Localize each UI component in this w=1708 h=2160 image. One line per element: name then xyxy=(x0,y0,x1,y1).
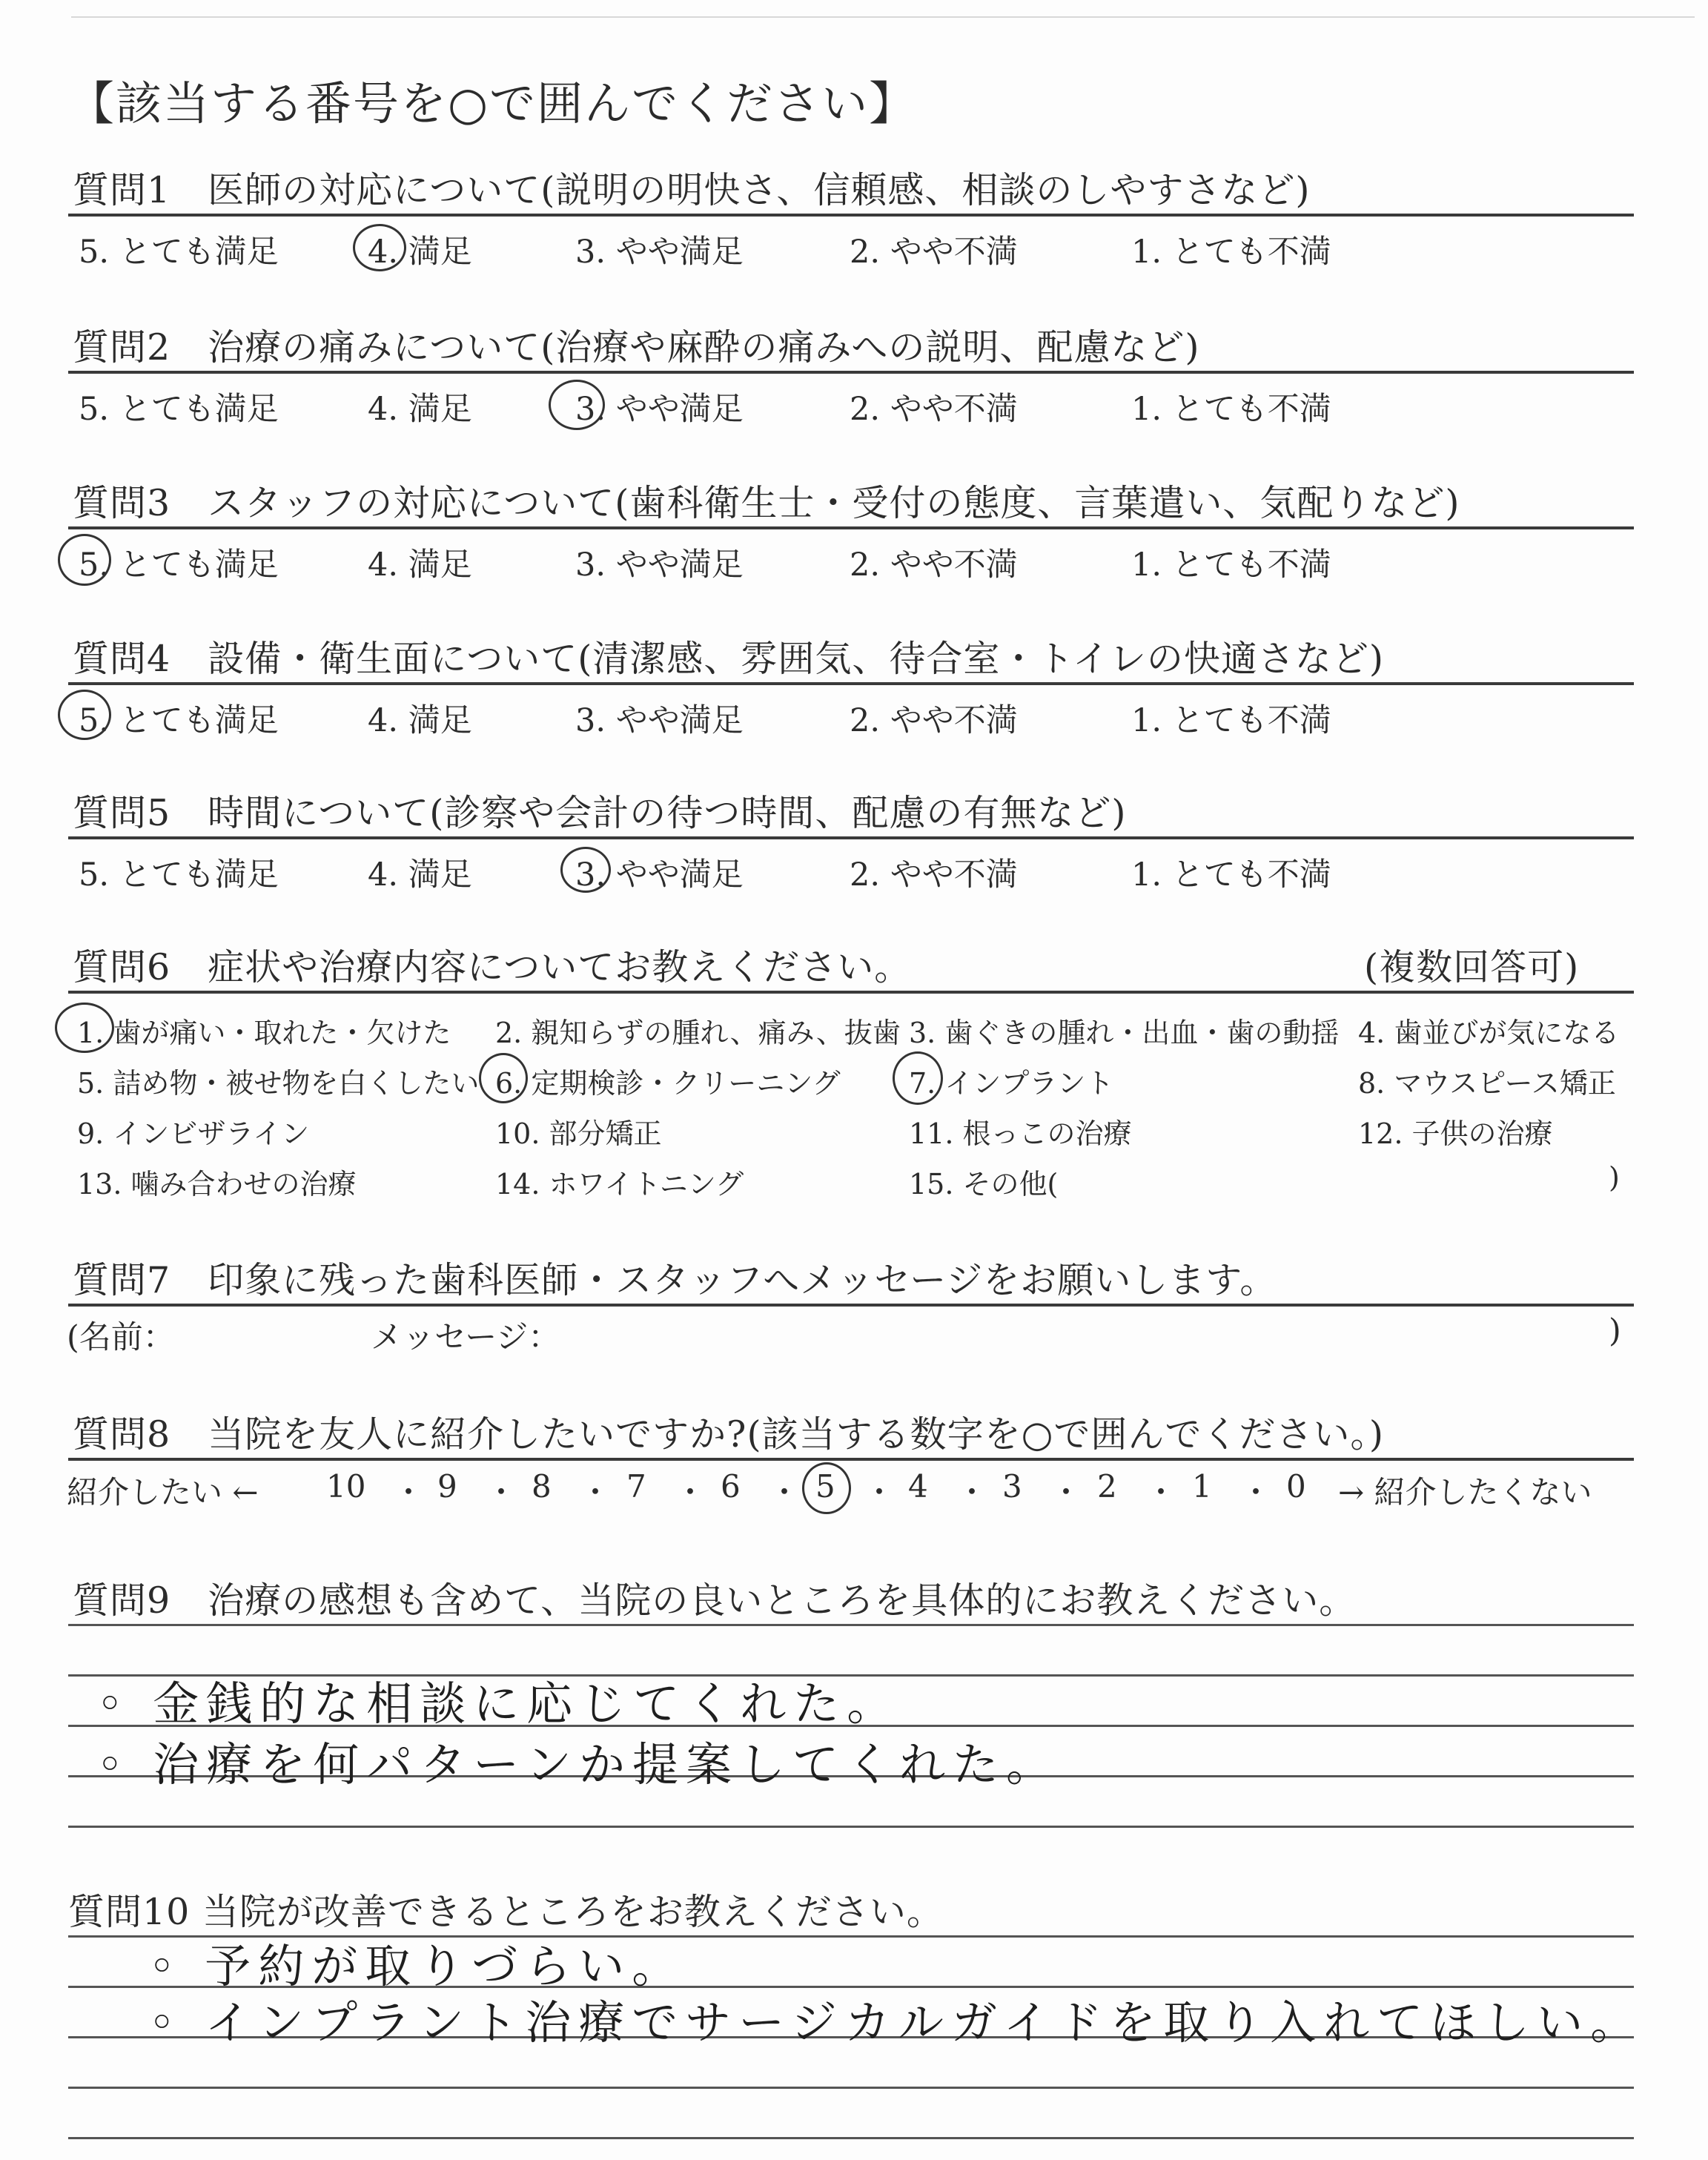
q6-option-1[interactable]: 1. 歯が痛い・取れた・欠けた xyxy=(77,1017,451,1049)
q4-option-5[interactable]: 5. とても満足 xyxy=(79,702,279,739)
q5-option-4[interactable]: 4. 満足 xyxy=(368,856,472,894)
q2-rule xyxy=(68,371,1634,374)
q7-rule xyxy=(68,1304,1634,1307)
q2-option-5[interactable]: 5. とても満足 xyxy=(79,391,279,428)
q1-option-2[interactable]: 2. やや不満 xyxy=(850,234,1018,271)
q6-option-4[interactable]: 4. 歯並びが気になる xyxy=(1358,1017,1620,1049)
q7-title: 質問7 印象に残った歯科医師・スタッフへメッセージをお願いします。 xyxy=(73,1259,1277,1301)
q8-scale-6[interactable]: 6 xyxy=(721,1468,741,1505)
q8-sep: ・ xyxy=(864,1474,896,1510)
q8-sep: ・ xyxy=(580,1474,612,1510)
q6-selected-circle-7 xyxy=(893,1051,943,1105)
q1-title: 質問1 医師の対応について(説明の明快さ、信頼感、相談のしやすさなど) xyxy=(73,169,1311,211)
q3-option-4[interactable]: 4. 満足 xyxy=(368,546,472,584)
q3-option-2[interactable]: 2. やや不満 xyxy=(850,546,1018,584)
q4-option-3[interactable]: 3. やや満足 xyxy=(575,702,744,739)
q7-name-label: (名前： xyxy=(67,1319,175,1356)
q5-title: 質問5 時間について(診察や会計の待つ時間、配慮の有無など) xyxy=(73,792,1127,834)
q8-title: 質問8 当院を友人に紹介したいですか?(該当する数字を○で囲んでください。) xyxy=(73,1413,1384,1456)
q7-message-field[interactable] xyxy=(563,1309,1594,1353)
q6-rule xyxy=(68,991,1634,994)
q4-selected-circle xyxy=(58,690,111,740)
q8-left-label: 紹介したい ← xyxy=(67,1474,259,1510)
q4-option-4[interactable]: 4. 満足 xyxy=(368,702,472,739)
q4-option-2[interactable]: 2. やや不満 xyxy=(850,702,1018,739)
q10-title: 質問10 当院が改善できるところをお教えください。 xyxy=(68,1891,944,1933)
q8-sep: ・ xyxy=(1145,1474,1177,1510)
q8-sep: ・ xyxy=(956,1474,988,1510)
q2-option-1[interactable]: 1. とても不満 xyxy=(1131,391,1331,428)
q6-option-11[interactable]: 11. 根っこの治療 xyxy=(909,1117,1132,1150)
q9-answer-2[interactable]: ◦ 治療を何パターンか提案してくれた。 xyxy=(96,1737,1060,1791)
q8-sep: ・ xyxy=(1050,1474,1082,1510)
q8-selected-circle xyxy=(802,1462,851,1514)
q6-option-9[interactable]: 9. インビザライン xyxy=(77,1117,310,1150)
q8-scale-8[interactable]: 8 xyxy=(532,1468,552,1505)
q3-option-3[interactable]: 3. やや満足 xyxy=(575,546,744,584)
q6-option-14[interactable]: 14. ホワイトニング xyxy=(495,1168,744,1200)
q1-option-4[interactable]: 4. 満足 xyxy=(368,234,472,271)
q5-option-3[interactable]: 3. やや満足 xyxy=(575,856,744,894)
top-divider xyxy=(71,16,1695,18)
q8-scale-7[interactable]: 7 xyxy=(626,1468,646,1505)
q8-sep: ・ xyxy=(1240,1474,1272,1510)
q6-option-8[interactable]: 8. マウスピース矯正 xyxy=(1358,1067,1616,1100)
q10-writing-line xyxy=(68,2137,1634,2139)
q5-option-1[interactable]: 1. とても不満 xyxy=(1131,856,1331,894)
q5-selected-circle xyxy=(560,847,611,893)
q8-scale-4[interactable]: 4 xyxy=(908,1468,928,1505)
q8-scale-10[interactable]: 10 xyxy=(326,1468,366,1505)
q8-rule xyxy=(68,1458,1634,1461)
q3-selected-circle xyxy=(58,534,111,586)
q6-title: 質問6 症状や治療内容についてお教えください。 xyxy=(73,946,912,988)
q2-title: 質問2 治療の痛みについて(治療や麻酔の痛みへの説明、配慮など) xyxy=(73,326,1200,369)
q6-option-7[interactable]: 7. インプラント xyxy=(909,1067,1114,1100)
q3-rule xyxy=(68,526,1634,529)
q2-option-3[interactable]: 3. やや満足 xyxy=(575,391,744,428)
q8-right-label: → 紹介したくない xyxy=(1338,1474,1592,1510)
q6-selected-circle-1 xyxy=(55,1003,114,1053)
q8-scale-2[interactable]: 2 xyxy=(1097,1468,1117,1505)
q1-option-1[interactable]: 1. とても不満 xyxy=(1131,234,1331,271)
q3-option-5[interactable]: 5. とても満足 xyxy=(79,546,279,584)
q10-writing-line xyxy=(68,2087,1634,2089)
q6-option-6[interactable]: 6. 定期検診・クリーニング xyxy=(495,1067,841,1100)
q9-title: 質問9 治療の感想も含めて、当院の良いところを具体的にお教えください。 xyxy=(73,1579,1357,1622)
q8-scale-1[interactable]: 1 xyxy=(1192,1468,1212,1505)
q5-rule xyxy=(68,836,1634,839)
q8-scale-5[interactable]: 5 xyxy=(815,1468,835,1505)
q2-selected-circle xyxy=(549,380,605,430)
q10-answer-1[interactable]: ◦ 予約が取りづらい。 xyxy=(148,1939,686,1993)
q2-option-4[interactable]: 4. 満足 xyxy=(368,391,472,428)
q8-scale-9[interactable]: 9 xyxy=(437,1468,457,1505)
q8-scale-3[interactable]: 3 xyxy=(1002,1468,1022,1505)
q6-option-13[interactable]: 13. 噛み合わせの治療 xyxy=(77,1168,357,1200)
q1-option-3[interactable]: 3. やや満足 xyxy=(575,234,744,271)
q10-answer-2[interactable]: ◦ インプラント治療でサージカルガイドを取り入れてほしい。 xyxy=(148,1995,1644,2050)
q5-option-2[interactable]: 2. やや不満 xyxy=(850,856,1018,894)
q7-message-label: メッセージ： xyxy=(371,1319,560,1356)
q8-sep: ・ xyxy=(486,1474,517,1510)
q1-option-5[interactable]: 5. とても満足 xyxy=(79,234,279,271)
q9-answer-1[interactable]: ◦ 金銭的な相談に応じてくれた。 xyxy=(96,1677,901,1731)
q6-multiple-answer-note: (複数回答可) xyxy=(1364,946,1580,988)
q9-writing-line xyxy=(68,1826,1634,1828)
q4-rule xyxy=(68,682,1634,685)
q3-option-1[interactable]: 1. とても不満 xyxy=(1131,546,1331,584)
q6-option-3[interactable]: 3. 歯ぐきの腫れ・出血・歯の動揺 xyxy=(909,1017,1340,1049)
q2-option-2[interactable]: 2. やや不満 xyxy=(850,391,1018,428)
q6-option-12[interactable]: 12. 子供の治療 xyxy=(1358,1117,1553,1150)
q8-sep: ・ xyxy=(769,1474,801,1510)
q8-sep: ・ xyxy=(675,1474,706,1510)
q8-scale-0[interactable]: 0 xyxy=(1286,1468,1306,1505)
q1-rule xyxy=(68,214,1634,217)
q6-option-15-close: ) xyxy=(1609,1161,1620,1194)
q6-option-15[interactable]: 15. その他( xyxy=(909,1168,1059,1200)
q6-option-5[interactable]: 5. 詰め物・被せ物を白くしたい xyxy=(77,1067,480,1100)
q7-close-paren: ) xyxy=(1609,1312,1621,1350)
q9-writing-line xyxy=(68,1624,1634,1626)
q5-option-5[interactable]: 5. とても満足 xyxy=(79,856,279,894)
q4-title: 質問4 設備・衛生面について(清潔感、雰囲気、待合室・トイレの快適さなど) xyxy=(73,638,1384,680)
q6-selected-circle-6 xyxy=(479,1053,528,1103)
q4-option-1[interactable]: 1. とても不満 xyxy=(1131,702,1331,739)
instruction-header: 【該当する番号を○で囲んでください】 xyxy=(68,76,917,131)
q1-selected-circle xyxy=(353,224,406,271)
q8-sep: ・ xyxy=(393,1474,425,1510)
q3-title: 質問3 スタッフの対応について(歯科衛生士・受付の態度、言葉遣い、気配りなど) xyxy=(73,482,1460,524)
q6-option-10[interactable]: 10. 部分矯正 xyxy=(495,1117,662,1150)
q6-option-2[interactable]: 2. 親知らずの腫れ、痛み、抜歯 xyxy=(495,1017,901,1049)
